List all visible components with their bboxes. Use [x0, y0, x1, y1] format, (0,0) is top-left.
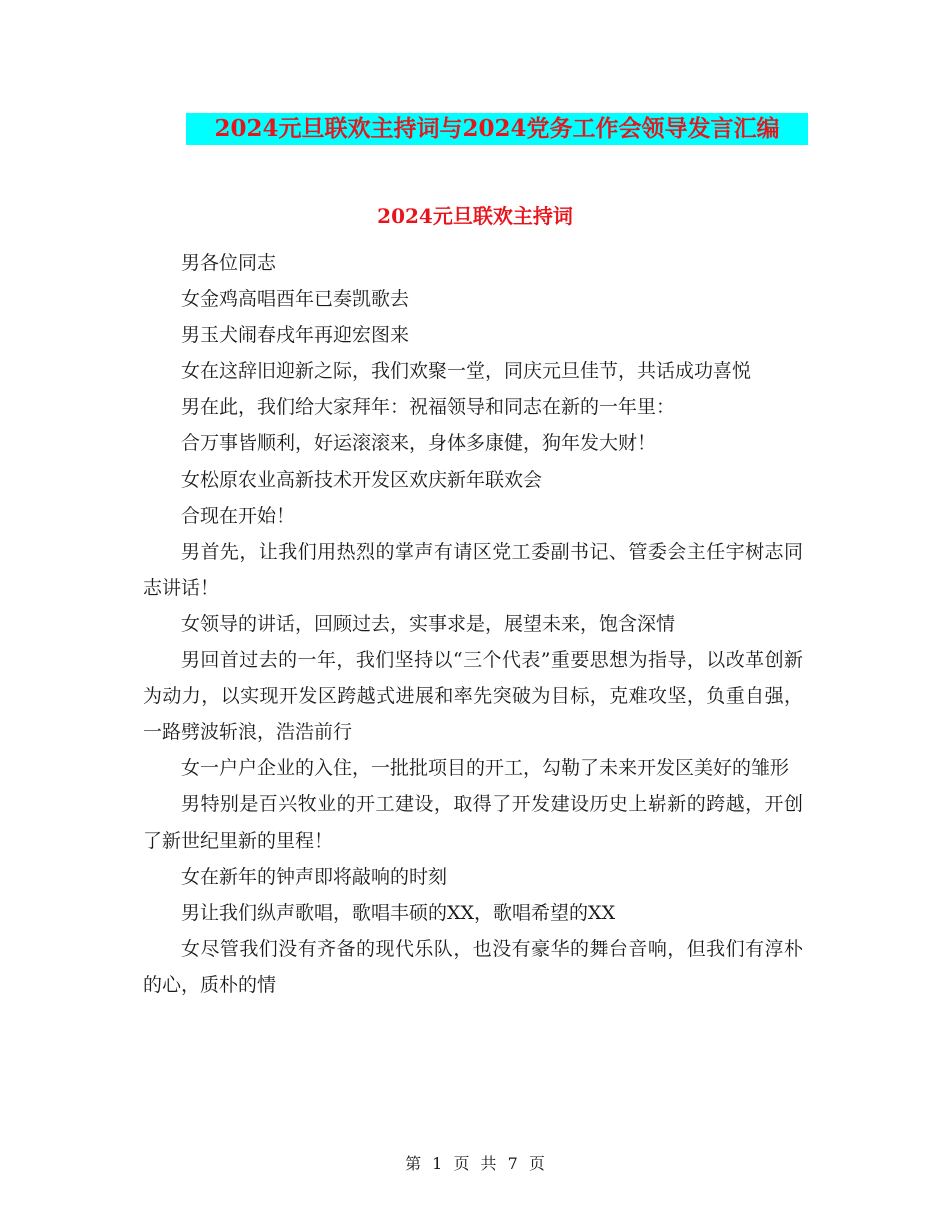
- paragraph: 男让我们纵声歌唱，歌唱丰硕的XX，歌唱希望的XX: [181, 901, 616, 924]
- paragraph: 男各位同志: [181, 252, 277, 274]
- paragraph: 合现在开始！: [181, 504, 296, 527]
- document-title: 2024元旦联欢主持词与2024党务工作会领导发言汇编: [186, 113, 808, 145]
- paragraph: 女尽管我们没有齐备的现代乐队，也没有豪华的舞台音响，但我们有淳朴的心，质朴的情: [143, 937, 803, 996]
- paragraph: 男玉犬闹春戌年再迎宏图来: [181, 324, 410, 347]
- paragraph: 女在新年的钟声即将敲响的时刻: [181, 865, 448, 888]
- paragraph: 女一户户企业的入住，一批批项目的开工，勾勒了未来开发区美好的雏形: [181, 757, 790, 780]
- paragraph: 女领导的讲话，回顾过去，实事求是，展望未来，饱含深情: [181, 612, 676, 635]
- document-body: [143, 245, 803, 1003]
- paragraph: 男回首过去的一年，我们坚持以“三个代表”重要思想为指导，以改革创新为动力，以实现开发区跨越式进展和率先突破为目标，克难攻坚，负重自强，一路劈波斩浪，浩浩前行: [143, 649, 803, 744]
- paragraph: 女金鸡高唱酉年已奏凯歌去: [181, 288, 410, 311]
- paragraph: 合万事皆顺利，好运滚滚来，身体多康健，狗年发大财！: [181, 432, 657, 455]
- paragraph: 女在这辞旧迎新之际，我们欢聚一堂，同庆元旦佳节，共话成功喜悦: [181, 360, 752, 383]
- paragraph: 男在此，我们给大家拜年：祝福领导和同志在新的一年里：: [181, 396, 676, 419]
- section-title: 2024元旦联欢主持词: [377, 204, 573, 228]
- paragraph: 女松原农业高新技术开发区欢庆新年联欢会: [181, 468, 543, 491]
- paragraph: 男特别是百兴牧业的开工建设，取得了开发建设历史上崭新的跨越，开创了新世纪里新的里程！: [143, 793, 803, 852]
- paragraph: 男首先，让我们用热烈的掌声有请区党工委副书记、管委会主任宇树志同志讲话！: [143, 540, 803, 599]
- page-footer: 第 1 页 共 7 页: [405, 1154, 545, 1173]
